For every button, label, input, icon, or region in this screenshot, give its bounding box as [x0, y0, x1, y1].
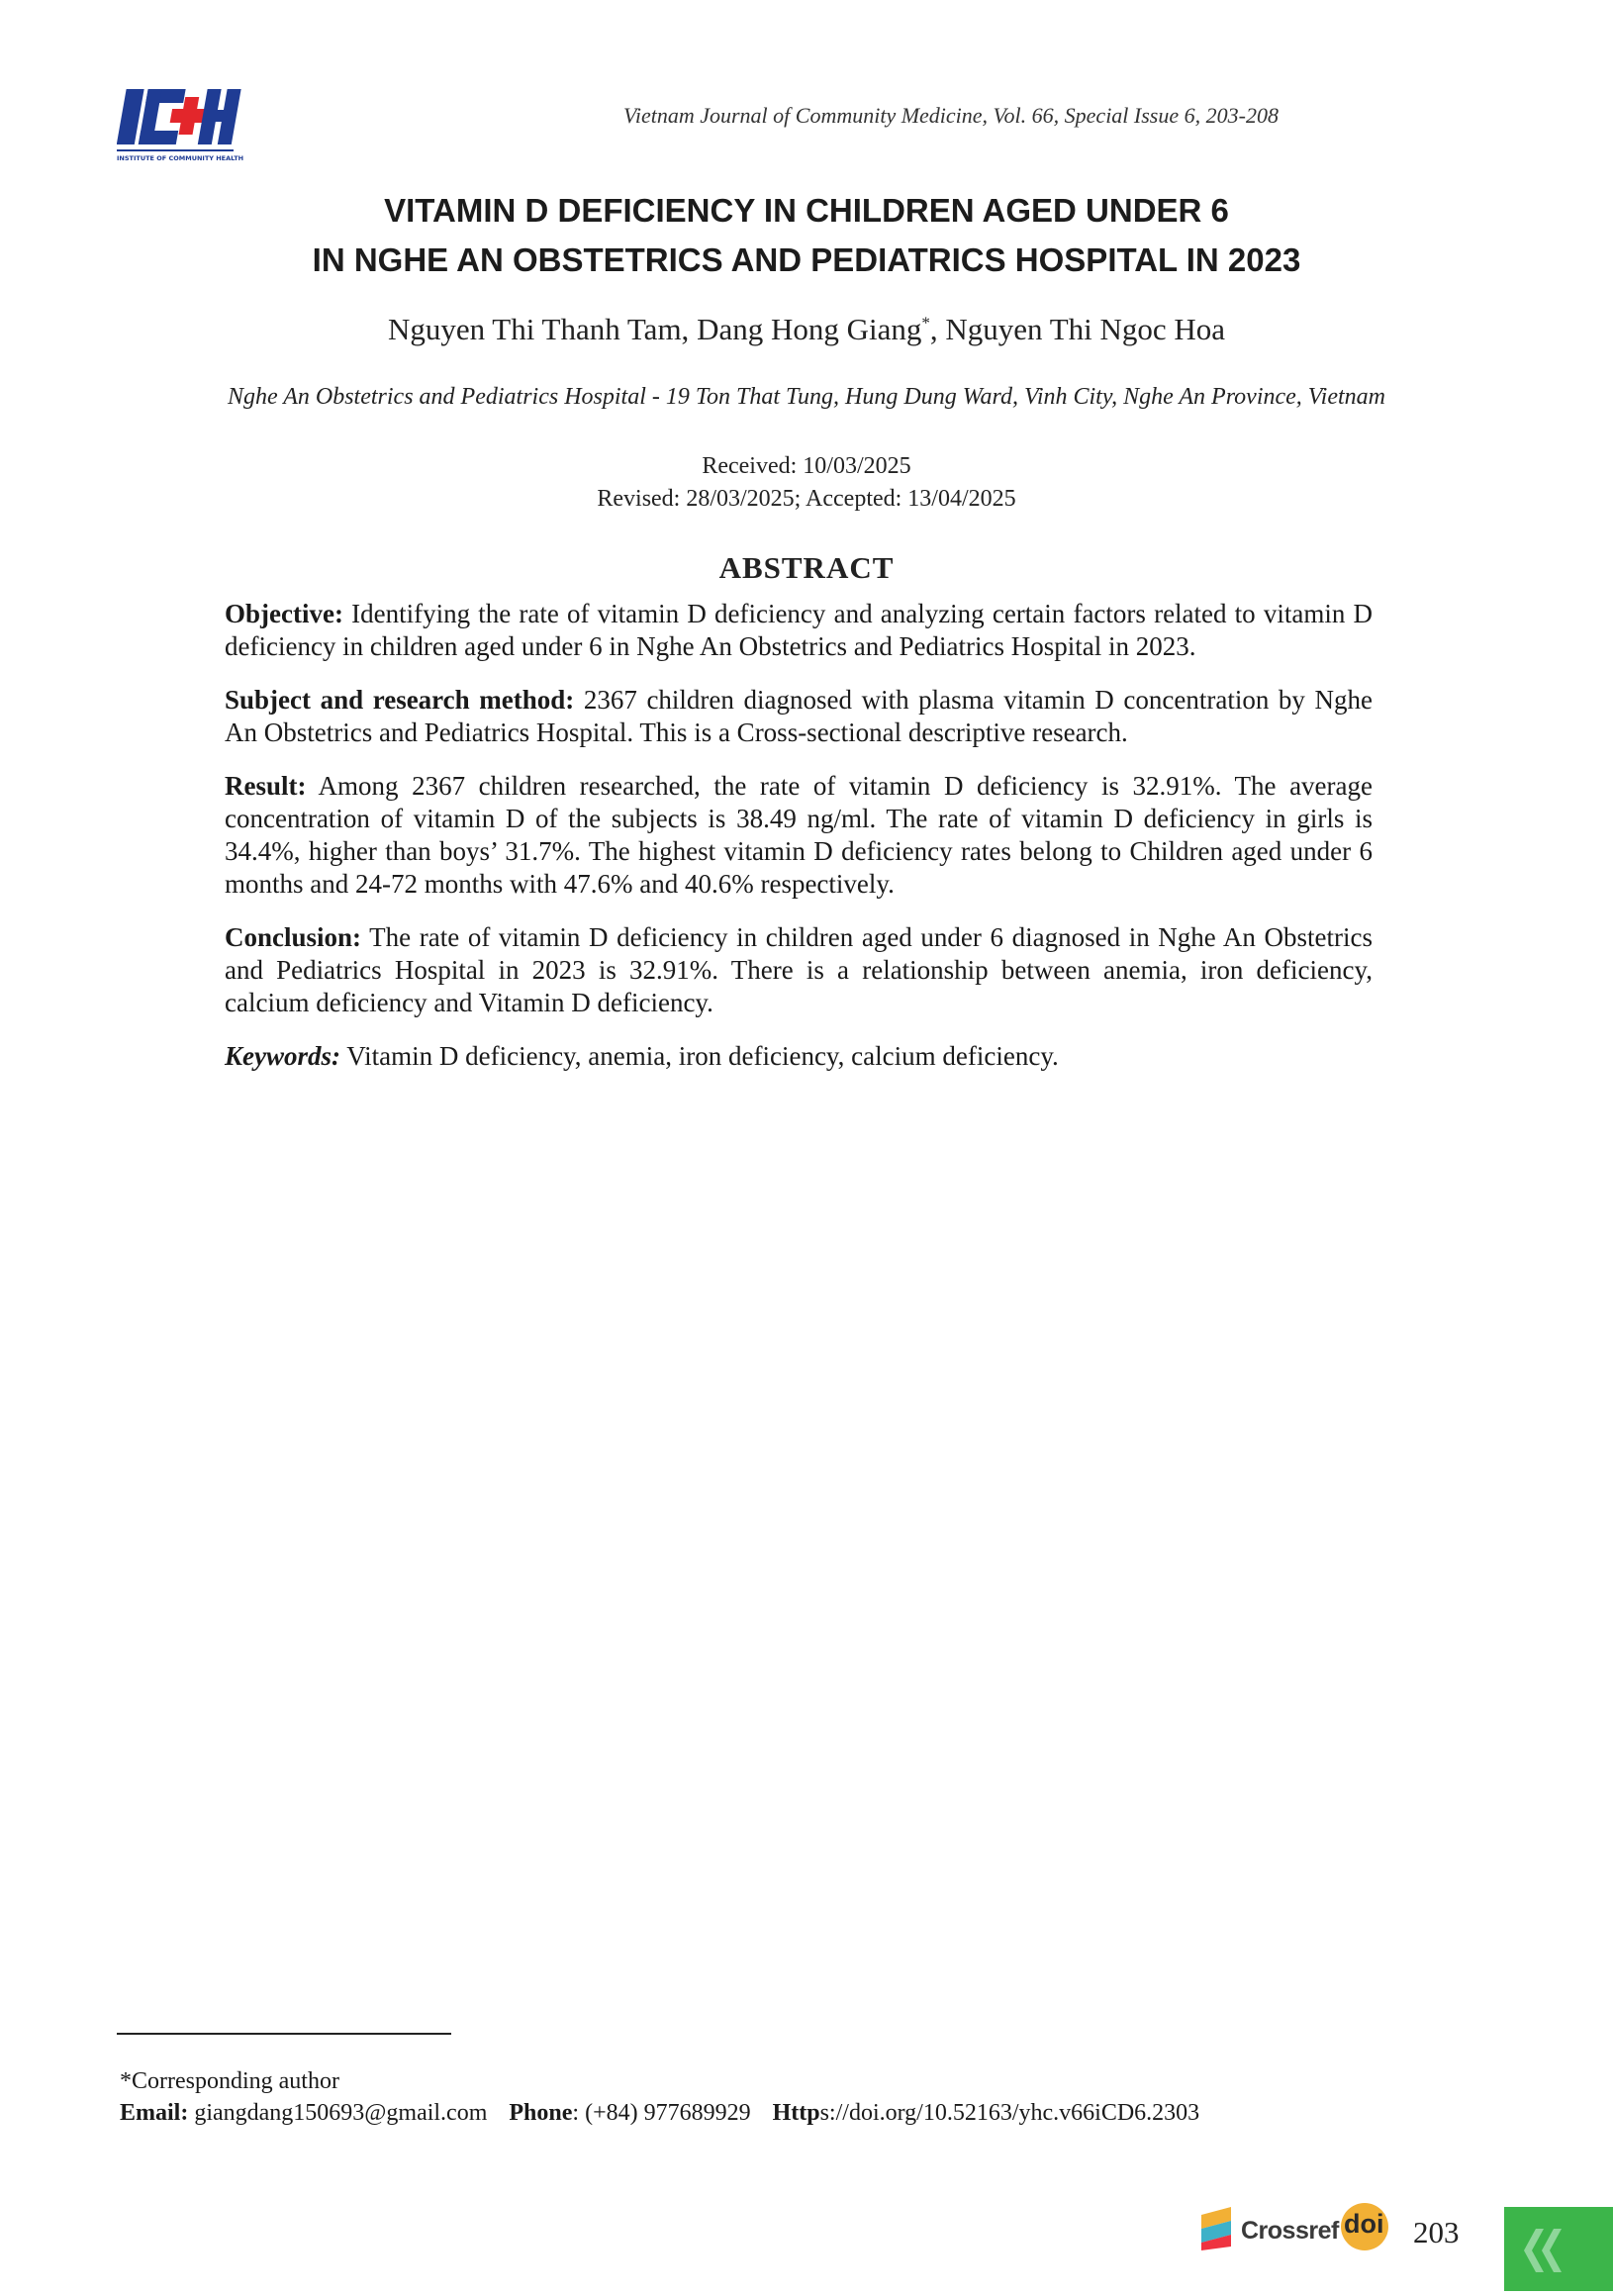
abstract-body	[225, 598, 1373, 1094]
method-label: Subject and research method:	[225, 685, 575, 715]
author-1: Nguyen Thi Thanh Tam,	[387, 312, 698, 346]
abstract-conclusion	[225, 921, 1373, 1019]
crossref-icon	[1201, 2207, 1235, 2250]
keywords-text: Vitamin D deficiency, anemia, iron deficiency, calcium deficiency.	[340, 1041, 1059, 1071]
received-date: Received: 10/03/2025	[702, 453, 911, 479]
email-link[interactable]: giangdang150693@gmail.com	[188, 2100, 488, 2126]
article-dates	[0, 450, 1613, 516]
method-text: 2367 children diagnosed with plasma vitamin D concentration by Nghe An Obstetrics and Pediatrics Hospital. This is a Cross-sectional descriptive research.	[225, 685, 1373, 747]
email-label: Email:	[120, 2100, 189, 2126]
doi-badge-label: doi	[1344, 2209, 1384, 2239]
phone-label: Phone	[509, 2100, 573, 2126]
footnote	[120, 2065, 1199, 2129]
conclusion-label: Conclusion:	[225, 922, 362, 952]
phone-value: : (+84) 977689929	[572, 2100, 751, 2126]
author-list	[0, 312, 1613, 347]
contact-line	[120, 2097, 1199, 2129]
journal-citation: Vietnam Journal of Community Medicine, Vol. 66, Special Issue 6, 203-208	[623, 103, 1279, 128]
doi-label: Http	[772, 2100, 820, 2126]
objective-label: Objective:	[225, 599, 343, 628]
author-3: , Nguyen Thi Ngoc Hoa	[929, 312, 1226, 346]
logo-subtitle: INSTITUTE OF COMMUNITY HEALTH	[117, 154, 244, 162]
page-number: 203	[1413, 2215, 1460, 2249]
title-line-1: VITAMIN D DEFICIENCY IN CHILDREN AGED UNDER 6	[384, 192, 1229, 229]
conclusion-text: The rate of vitamin D deficiency in children aged under 6 diagnosed in Nghe An Obstetrics and Pediatrics Hospital in 2023 is 32.91%. There is a relationship between anemia, iron deficiency, calcium deficiency and Vitamin D deficiency.	[225, 922, 1373, 1017]
keywords-label: Keywords:	[225, 1041, 340, 1071]
corresponding-author-note: *Corresponding author	[120, 2068, 339, 2094]
title-line-2: IN NGHE AN OBSTETRICS AND PEDIATRICS HOSPITAL IN 2023	[312, 241, 1301, 278]
abstract-heading: ABSTRACT	[718, 550, 895, 585]
result-label: Result:	[225, 771, 307, 801]
result-text: Among 2367 children researched, the rate of vitamin D deficiency is 32.91%. The average concentration of vitamin D of the subjects is 38.49 ng/ml. The rate of vitamin D deficiency in girls is 34.4%, higher than boys’ 31.7%. The highest vitamin D deficiency rates belong to Children aged under 6 months and 24-72 months with 47.6% and 40.6% respectively.	[225, 771, 1373, 899]
abstract-method	[225, 684, 1373, 749]
objective-text: Identifying the rate of vitamin D deficiency and analyzing certain factors related to vitamin D deficiency in children aged under 6 in Nghe An Obstetrics and Pediatrics Hospital in 2023.	[225, 599, 1373, 661]
corresponding-mark: *	[921, 313, 930, 333]
institute-logo	[117, 87, 245, 164]
author-2: Dang Hong Giang	[697, 312, 922, 346]
abstract-keywords	[225, 1040, 1373, 1073]
abstract-objective	[225, 598, 1373, 663]
doi-link[interactable]: s://doi.org/10.52163/yhc.v66iCD6.2303	[819, 2100, 1200, 2126]
revised-accepted-dates: Revised: 28/03/2025; Accepted: 13/04/2025	[597, 486, 1016, 512]
double-chevron-icon	[1504, 2207, 1613, 2291]
abstract-result	[225, 770, 1373, 901]
crossref-doi-badge[interactable]	[1199, 2199, 1389, 2258]
page-corner-tab	[1504, 2207, 1613, 2291]
footnote-divider	[117, 2033, 451, 2035]
affiliation: Nghe An Obstetrics and Pediatrics Hospital - 19 Ton That Tung, Hung Dung Ward, Vinh City, Nghe An Province, Vietnam	[228, 384, 1385, 410]
crossref-label: Crossref	[1241, 2217, 1339, 2245]
article-title	[0, 186, 1613, 285]
